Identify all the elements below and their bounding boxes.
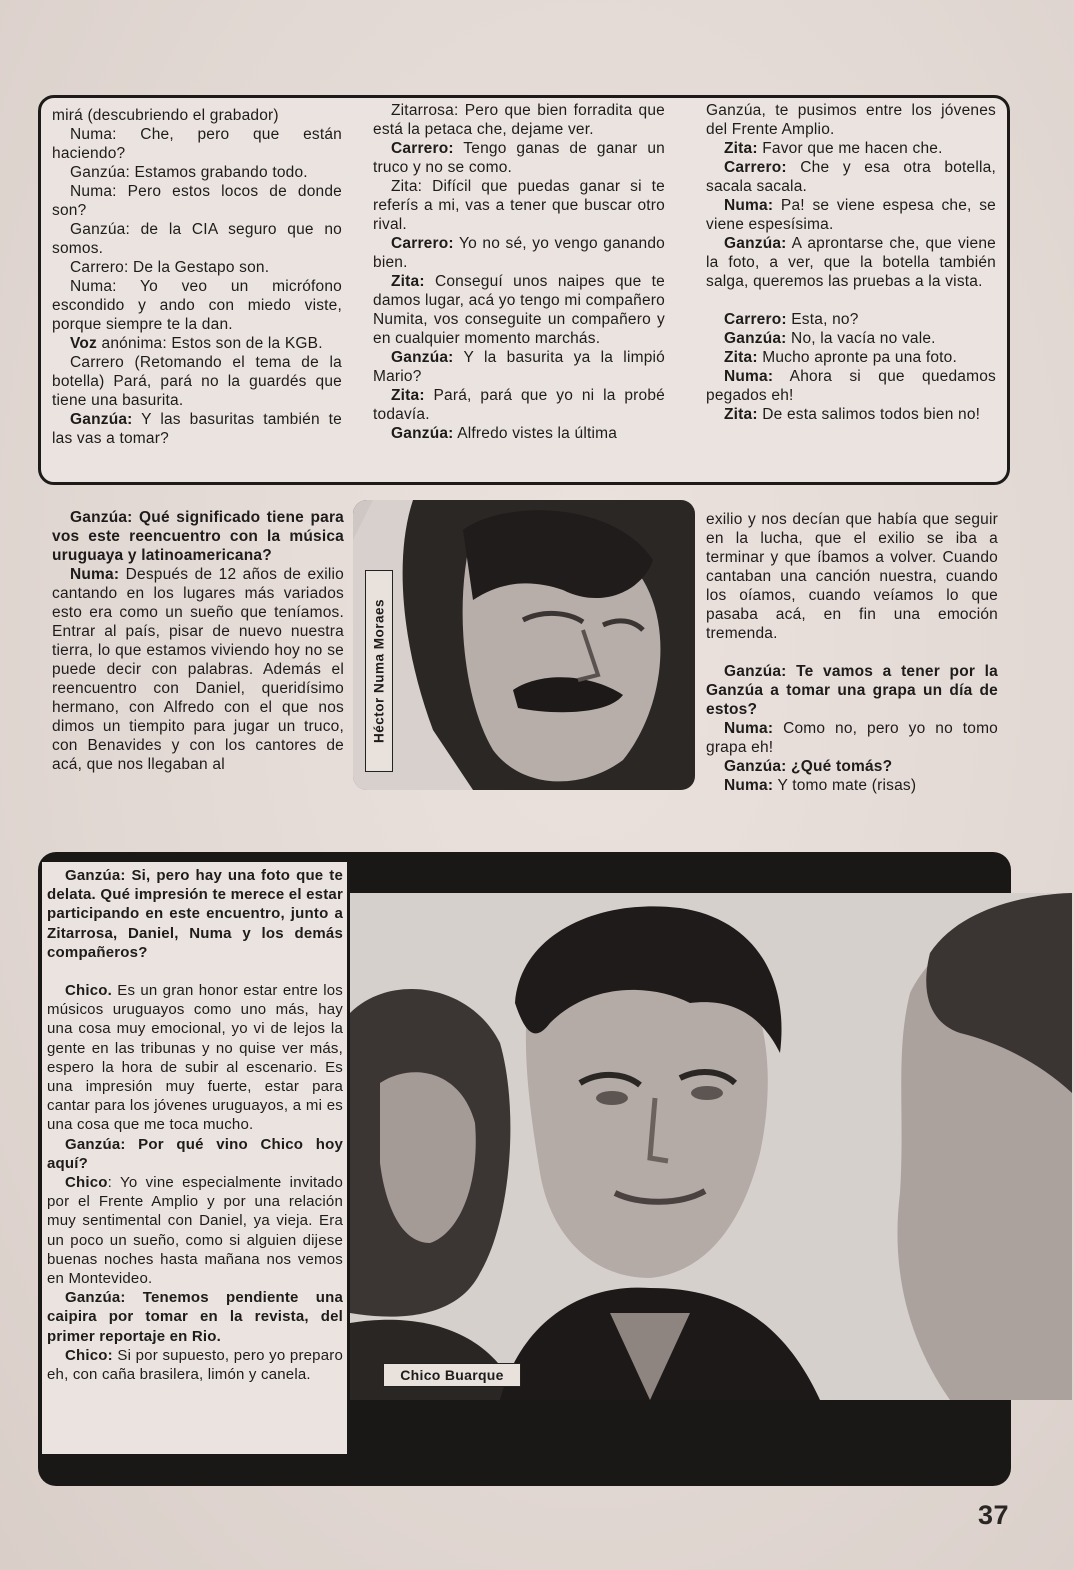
speaker-label: Ganzúa: Por qué vino Chico hoy aquí? — [47, 1135, 343, 1172]
speaker-label: Ganzúa: Tenemos pendiente una caipira por tomar en la revista, del primer reportaje en Rio. — [47, 1289, 343, 1345]
paragraph-text: de la CIA seguro que no somos. — [52, 221, 342, 257]
speaker-label: Chico — [65, 1174, 108, 1192]
paragraph — [373, 177, 665, 234]
speaker-label: Carrero: — [724, 311, 787, 328]
paragraph — [52, 163, 342, 182]
paragraph-text: Estamos grabando todo. — [130, 164, 308, 181]
speaker-label: Carrero: — [724, 159, 787, 176]
numa-moraes-photo — [353, 500, 695, 790]
paragraph — [706, 662, 998, 719]
paragraph — [706, 757, 998, 776]
speaker-label: Numa: — [724, 777, 774, 794]
paragraph — [52, 182, 342, 220]
paragraph — [706, 234, 996, 291]
paragraph — [373, 272, 665, 348]
paragraph-text: No, la vacía no vale. — [786, 330, 936, 347]
paragraph — [47, 1173, 343, 1288]
speaker-name: Carrero: — [70, 259, 129, 276]
paragraph — [373, 386, 665, 424]
paragraph-text: Pero que bien forradita que está la petaca che, dejame ver. — [373, 102, 665, 138]
numa-interview-column-2 — [706, 510, 998, 795]
speaker-name: Zita: — [391, 178, 423, 195]
paragraph-text: exilio y nos decían que había que seguir en la lucha, que el exilio se iba a terminar y que íbamos a volver. Cuando cantaban una canción nuestra, cuando los oíamos, cuando veíamos lo que pasaba acá, en fin una emoción tremenda. — [706, 511, 998, 642]
dialogue-column-1 — [52, 106, 342, 448]
speaker-name: Ganzúa: — [70, 221, 130, 238]
speaker-label: Ganzúa: — [391, 349, 454, 366]
paragraph — [706, 329, 996, 348]
paragraph — [373, 348, 665, 386]
paragraph — [52, 353, 342, 410]
paragraph — [706, 348, 996, 367]
paragraph-text: Alfredo vistes la última — [453, 425, 618, 442]
speaker-label: Ganzúa: — [391, 425, 454, 442]
paragraph-text: Che y esa otra botella, sacala sacala. — [706, 159, 996, 195]
paragraph-text: Y tomo mate (risas) — [773, 777, 917, 794]
paragraph-text: Y la basurita ya la limpió Mario? — [373, 349, 665, 385]
speaker-name: Zitarrosa: — [391, 102, 459, 119]
paragraph-text: Y las basuritas también te las vas a tomar? — [52, 411, 342, 447]
paragraph — [52, 334, 342, 353]
chico-interview-column — [47, 866, 343, 1384]
speaker-name: Carrero — [70, 354, 124, 371]
paragraph-text: Es un gran honor estar entre los músicos uruguayos como uno más, hay una cosa muy emocional, yo vi de lejos la gente en las tribunas y no quise ver más, espero la hora de subir al escenario. Es una impresión muy fuerte, estar para cantar para los jóvenes uruguayos, a mi es una cosa que me toca mucho. — [47, 982, 343, 1134]
paragraph-text: Conseguí unos naipes que te damos lugar, acá yo tengo mi compañero Numita, vos conseguite un compañero y en cualquier momento marchás. — [373, 273, 665, 347]
speaker-name: Numa: — [70, 126, 117, 143]
speaker-name: Ganzúa: — [70, 164, 130, 181]
speaker-label: Carrero: — [391, 140, 454, 157]
paragraph — [706, 139, 996, 158]
paragraph-text: Ganzúa, te pusimos entre los jóvenes del Frente Amplio. — [706, 102, 996, 138]
paragraph-text: Tengo ganas de ganar un truco y no se como. — [373, 140, 665, 176]
speaker-label: Ganzúa: — [724, 235, 787, 252]
speaker-name: Numa: — [70, 183, 117, 200]
paragraph — [373, 139, 665, 177]
dialogue-column-3 — [706, 101, 996, 424]
paragraph-text: : Yo vine especialmente invitado por el Frente Amplio y por una relación muy sentimental con Daniel, ya vieja. Era un poco un sueño, como si alguien dijese buenas noches hasta mañana nos vemos en Montevideo. — [47, 1174, 343, 1288]
page-number: 37 — [978, 1500, 1010, 1530]
paragraph — [373, 234, 665, 272]
speaker-label: Chico. — [65, 982, 113, 1000]
speaker-label: Ganzúa: — [724, 330, 787, 347]
paragraph-text: Pa! se viene espesa che, se viene espesísima. — [706, 197, 996, 233]
paragraph — [706, 310, 996, 329]
dialogue-column-2 — [373, 101, 665, 443]
paragraph — [47, 1135, 343, 1173]
paragraph-text: Difícil que puedas ganar si te referís a mi, vas a tener que buscar otro rival. — [373, 178, 665, 233]
speaker-label: Zita: — [724, 140, 758, 157]
paragraph-text: Pero estos locos de donde son? — [52, 183, 342, 219]
speaker-label: Ganzúa: Te vamos a tener por la Ganzúa a tomar una grapa un día de estos? — [706, 663, 998, 718]
speaker-label: Zita: — [724, 349, 758, 366]
paragraph — [706, 367, 996, 405]
paragraph-text: Como no, pero yo no tomo grapa eh! — [706, 720, 998, 756]
paragraph — [373, 424, 665, 443]
speaker-label: Ganzúa: — [70, 411, 133, 428]
paragraph-text: Estos son de la KGB. — [166, 335, 323, 352]
paragraph — [47, 1288, 343, 1346]
speaker-label: Zita: — [391, 273, 425, 290]
paragraph-text: mirá (descubriendo el grabador) — [52, 107, 279, 124]
paragraph-text: Favor que me hacen che. — [757, 140, 943, 157]
paragraph-text: Che, pero que están haciendo? — [52, 126, 342, 162]
numa-photo-credit: Héctor Numa Moraes — [365, 570, 393, 772]
paragraph-text: Si por supuesto, pero yo preparo eh, con caña brasilera, limón y canela. — [47, 1346, 343, 1384]
paragraph — [706, 101, 996, 139]
speaker-label: Zita: — [724, 406, 758, 423]
paragraph-text: A aprontarse che, que viene la foto, a ver, que la botella también salga, queremos las pruebas a la vista. — [706, 235, 996, 290]
paragraph — [52, 277, 342, 334]
paragraph-text: Yo no sé, yo vengo ganando bien. — [373, 235, 665, 271]
speaker-label: Numa: — [724, 368, 774, 385]
paragraph — [706, 510, 998, 643]
paragraph — [52, 410, 342, 448]
paragraph — [706, 158, 996, 196]
paragraph-text: (Retomando el tema de la botella) Pará, pará no la guardés que tiene una basurita. — [52, 354, 342, 409]
speaker-label: Numa: — [724, 197, 774, 214]
paragraph — [47, 866, 343, 962]
paragraph — [52, 125, 342, 163]
paragraph — [47, 1346, 343, 1384]
paragraph — [52, 258, 342, 277]
paragraph — [52, 106, 342, 125]
speaker-label: Numa: — [724, 720, 774, 737]
paragraph — [706, 405, 996, 424]
paragraph-text: Pará, pará que yo ni la probé todavía. — [373, 387, 665, 423]
paragraph — [52, 220, 342, 258]
speaker-label: Chico: — [65, 1346, 113, 1364]
paragraph — [52, 508, 344, 565]
paragraph — [373, 101, 665, 139]
paragraph-text: Mucho apronte pa una foto. — [757, 349, 958, 366]
paragraph — [706, 196, 996, 234]
paragraph-text: Después de 12 años de exilio cantando en los lugares más variados esto era como un sueño que teníamos. Entrar al país, pisar de nuevo nuestra tierra, lo que estamos viviendo hoy no se puede decir con palabras. Además el reencuentro con Daniel, queridísimo hermano, con Alfredo con el que nos dimos un tiempito para jugar un truco, con Benavides y con los cantores de acá, que nos llegaban al — [52, 566, 344, 773]
speaker-label: Numa: — [70, 566, 120, 583]
speaker-label: Ganzúa: Si, pero hay una foto que te delata. Qué impresión te merece el estar participando en este encuentro, junto a Zitarrosa, Daniel, Numa y los demás compañeros? — [47, 867, 343, 961]
paragraph-text: Esta, no? — [786, 311, 859, 328]
speaker-label: Ganzúa: ¿Qué tomás? — [724, 758, 893, 775]
speaker-name: anónima: — [97, 335, 167, 352]
paragraph-text: De la Gestapo son. — [128, 259, 270, 276]
speaker-label: Voz — [70, 335, 98, 352]
paragraph-text: De esta salimos todos bien no! — [757, 406, 981, 423]
numa-interview-column-1 — [52, 508, 344, 774]
paragraph-text: Ahora si que quedamos pegados eh! — [706, 368, 996, 404]
paragraph — [706, 719, 998, 757]
paragraph — [706, 776, 998, 795]
chico-buarque-photo — [350, 893, 1072, 1400]
speaker-name: Numa: — [70, 278, 117, 295]
speaker-label: Ganzúa: Qué significado tiene para vos este reencuentro con la música uruguaya y latinoamericana? — [52, 509, 344, 564]
paragraph — [47, 981, 343, 1135]
paragraph-text: Yo veo un micrófono escondido y ando con miedo viste, porque siempre te la dan. — [52, 278, 342, 333]
paragraph — [52, 565, 344, 774]
speaker-label: Zita: — [391, 387, 425, 404]
chico-photo-credit: Chico Buarque — [383, 1363, 521, 1387]
speaker-label: Carrero: — [391, 235, 454, 252]
